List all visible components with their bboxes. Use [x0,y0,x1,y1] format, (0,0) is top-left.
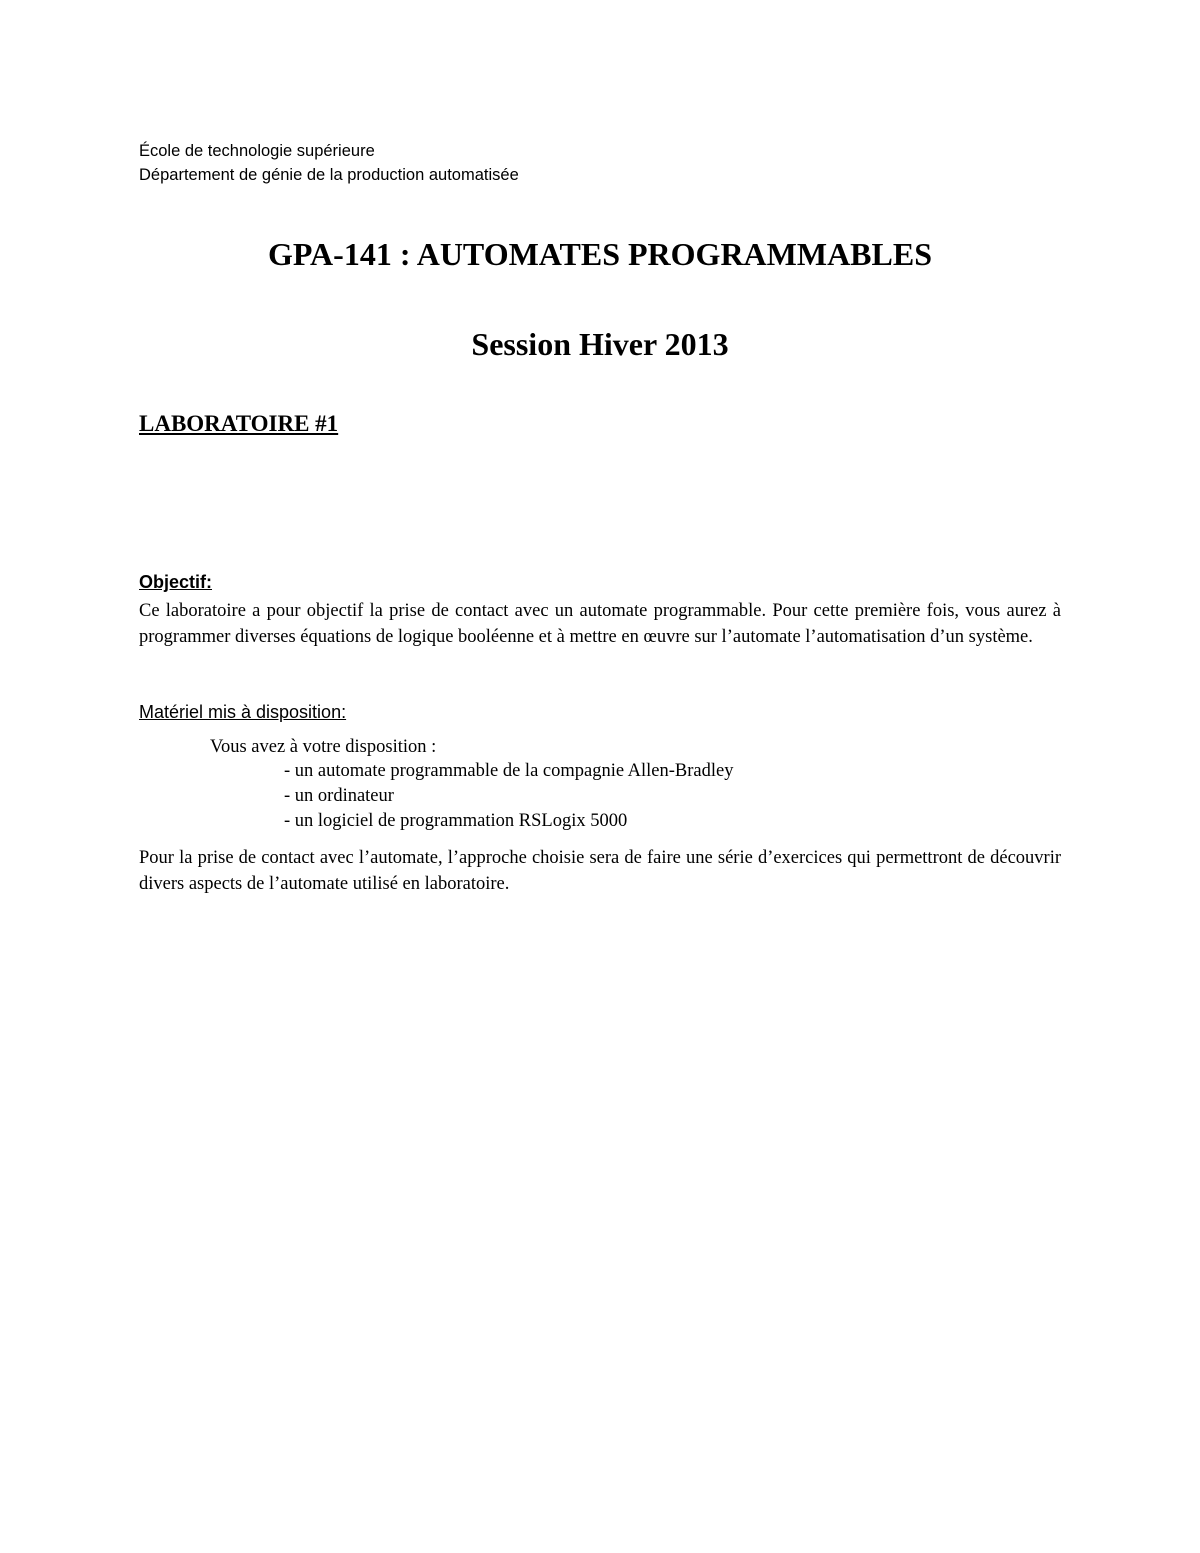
materiel-intro: Vous avez à votre disposition : [210,737,437,757]
objectif-paragraph: Ce laboratoire a pour objectif la prise de contact avec un automate programmable. Pour cette première fois, vous aurez à programmer diverses équations de logique booléenne et à mettre en œuvre sur l’automate l’automatisation d’un système. [139,601,1061,647]
objectif-heading: Objectif: [139,572,213,592]
document-header [139,139,519,187]
list-item: - un ordinateur [284,786,394,806]
materiel-list [284,759,734,834]
department-name: Département de génie de la production automatisée [139,166,519,184]
list-item: - un logiciel de programmation RSLogix 5000 [284,811,628,831]
prise-de-contact-paragraph: Pour la prise de contact avec l’automate, l’approche choisie sera de faire une série d’exercices qui permettront de découvrir divers aspects de l’automate utilisé en laboratoire. [139,848,1061,894]
lab-title: LABORATOIRE #1 [139,411,339,436]
list-item: - un automate programmable de la compagnie Allen-Bradley [284,761,734,781]
materiel-heading: Matériel mis à disposition: [139,702,347,722]
school-name: École de technologie supérieure [139,142,375,160]
course-title: GPA-141 : AUTOMATES PROGRAMMABLES [267,236,932,272]
session-title: Session Hiver 2013 [471,326,729,362]
